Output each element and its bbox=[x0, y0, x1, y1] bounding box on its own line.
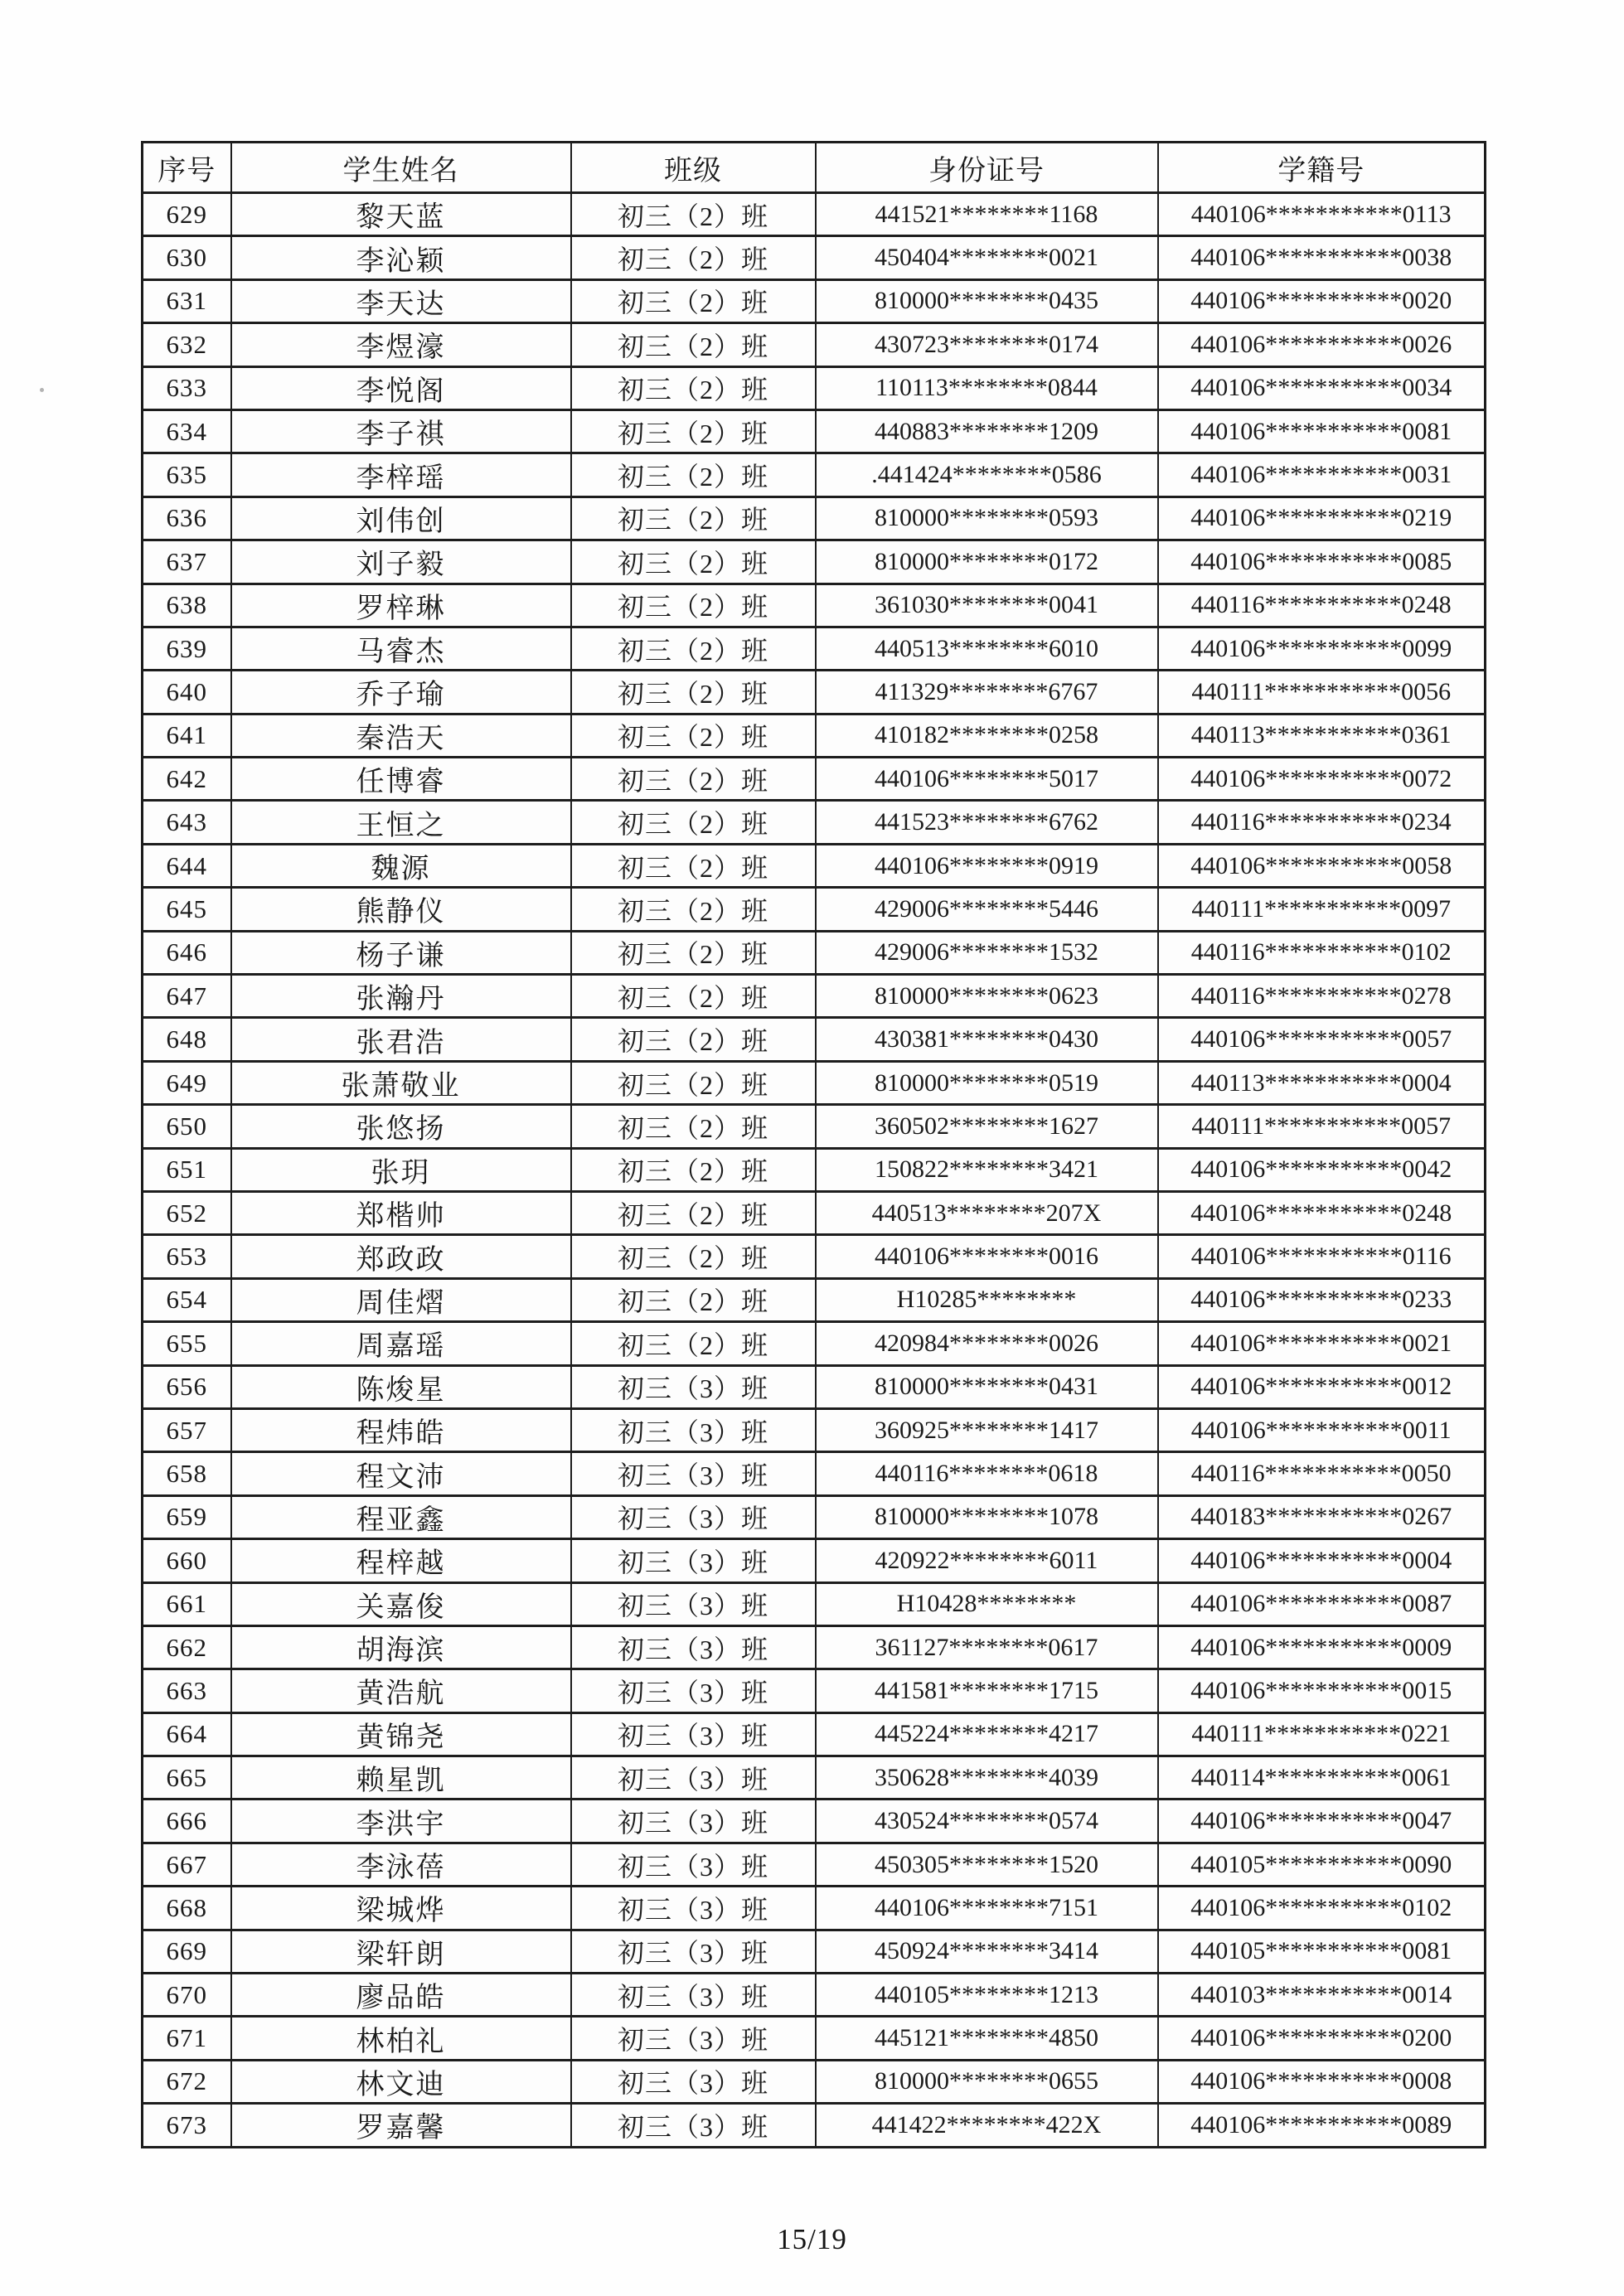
class-cell: 初三（2）班 bbox=[571, 279, 816, 322]
class-cell: 初三（3）班 bbox=[571, 1539, 816, 1582]
class-cell: 初三（2）班 bbox=[571, 1322, 816, 1365]
student-name-cell: 张萧敬业 bbox=[231, 1061, 571, 1104]
table-row bbox=[143, 1061, 1486, 1104]
table-row bbox=[143, 1148, 1486, 1191]
id-number-cell: 429006********5446 bbox=[816, 888, 1158, 931]
student-name-cell: 张瀚丹 bbox=[231, 975, 571, 1018]
id-number-cell: 450924********3414 bbox=[816, 1930, 1158, 1973]
student-id-cell: 440116***********0278 bbox=[1158, 975, 1486, 1018]
serial-cell: 642 bbox=[143, 758, 231, 801]
serial-cell: 665 bbox=[143, 1756, 231, 1800]
serial-cell: 666 bbox=[143, 1800, 231, 1843]
serial-cell: 636 bbox=[143, 496, 231, 540]
class-cell: 初三（2）班 bbox=[571, 671, 816, 714]
id-number-cell: 810000********0435 bbox=[816, 279, 1158, 322]
class-cell: 初三（3）班 bbox=[571, 1930, 816, 1973]
serial-cell: 634 bbox=[143, 409, 231, 453]
id-number-cell: 441523********6762 bbox=[816, 801, 1158, 844]
student-name-cell: 梁轩朗 bbox=[231, 1930, 571, 1973]
class-cell: 初三（2）班 bbox=[571, 540, 816, 584]
serial-cell: 630 bbox=[143, 236, 231, 279]
student-name-cell: 罗梓琳 bbox=[231, 584, 571, 627]
student-id-cell: 440106***********0085 bbox=[1158, 540, 1486, 584]
student-id-cell: 440106***********0047 bbox=[1158, 1800, 1486, 1843]
table-row bbox=[143, 2104, 1486, 2147]
table-row bbox=[143, 1105, 1486, 1148]
student-id-cell: 440105***********0090 bbox=[1158, 1843, 1486, 1886]
student-name-cell: 李煜濠 bbox=[231, 323, 571, 366]
student-name-cell: 李子祺 bbox=[231, 409, 571, 453]
class-cell: 初三（2）班 bbox=[571, 236, 816, 279]
id-number-cell: 810000********0431 bbox=[816, 1365, 1158, 1408]
table-row bbox=[143, 279, 1486, 322]
column-header-student-id: 学籍号 bbox=[1158, 143, 1486, 193]
student-id-cell: 440106***********0034 bbox=[1158, 366, 1486, 409]
id-number-cell: 810000********1078 bbox=[816, 1495, 1158, 1538]
id-number-cell: 360925********1417 bbox=[816, 1408, 1158, 1451]
page-number: 15/19 bbox=[777, 2223, 847, 2255]
student-name-cell: 刘子毅 bbox=[231, 540, 571, 584]
student-id-cell: 440111***********0057 bbox=[1158, 1105, 1486, 1148]
table-row bbox=[143, 1408, 1486, 1451]
serial-cell: 647 bbox=[143, 975, 231, 1018]
serial-cell: 655 bbox=[143, 1322, 231, 1365]
student-id-cell: 440106***********0089 bbox=[1158, 2104, 1486, 2147]
table-row bbox=[143, 1539, 1486, 1582]
table-row bbox=[143, 1887, 1486, 1930]
class-cell: 初三（3）班 bbox=[571, 1625, 816, 1669]
student-name-cell: 罗嘉馨 bbox=[231, 2104, 571, 2147]
student-name-cell: 魏源 bbox=[231, 844, 571, 887]
student-name-cell: 马睿杰 bbox=[231, 627, 571, 670]
serial-cell: 632 bbox=[143, 323, 231, 366]
student-id-cell: 440106***********0015 bbox=[1158, 1669, 1486, 1712]
table-row bbox=[143, 1625, 1486, 1669]
serial-cell: 639 bbox=[143, 627, 231, 670]
serial-cell: 631 bbox=[143, 279, 231, 322]
id-number-cell: 450305********1520 bbox=[816, 1843, 1158, 1886]
student-name-cell: 李天达 bbox=[231, 279, 571, 322]
student-id-cell: 440106***********0116 bbox=[1158, 1235, 1486, 1278]
student-name-cell: 李沁颖 bbox=[231, 236, 571, 279]
table-row bbox=[143, 1756, 1486, 1800]
student-name-cell: 乔子瑜 bbox=[231, 671, 571, 714]
id-number-cell: 110113********0844 bbox=[816, 366, 1158, 409]
class-cell: 初三（2）班 bbox=[571, 1235, 816, 1278]
class-cell: 初三（2）班 bbox=[571, 714, 816, 757]
serial-cell: 637 bbox=[143, 540, 231, 584]
serial-cell: 654 bbox=[143, 1278, 231, 1321]
student-name-cell: 李洪宇 bbox=[231, 1800, 571, 1843]
serial-cell: 673 bbox=[143, 2104, 231, 2147]
student-name-cell: 周嘉瑶 bbox=[231, 1322, 571, 1365]
student-id-cell: 440183***********0267 bbox=[1158, 1495, 1486, 1538]
class-cell: 初三（3）班 bbox=[571, 1756, 816, 1800]
serial-cell: 662 bbox=[143, 1625, 231, 1669]
table-body bbox=[143, 193, 1486, 2148]
class-cell: 初三（3）班 bbox=[571, 1365, 816, 1408]
student-id-cell: 440106***********0219 bbox=[1158, 496, 1486, 540]
id-number-cell: 361127********0617 bbox=[816, 1625, 1158, 1669]
class-cell: 初三（2）班 bbox=[571, 193, 816, 236]
student-name-cell: 黎天蓝 bbox=[231, 193, 571, 236]
student-id-cell: 440106***********0248 bbox=[1158, 1191, 1486, 1234]
student-id-cell: 440114***********0061 bbox=[1158, 1756, 1486, 1800]
id-number-cell: 810000********0593 bbox=[816, 496, 1158, 540]
student-name-cell: 王恒之 bbox=[231, 801, 571, 844]
student-name-cell: 张玥 bbox=[231, 1148, 571, 1191]
student-id-cell: 440111***********0056 bbox=[1158, 671, 1486, 714]
class-cell: 初三（2）班 bbox=[571, 888, 816, 931]
id-number-cell: 450404********0021 bbox=[816, 236, 1158, 279]
table-row bbox=[143, 323, 1486, 366]
table-row bbox=[143, 1452, 1486, 1495]
serial-cell: 641 bbox=[143, 714, 231, 757]
serial-cell: 635 bbox=[143, 453, 231, 496]
student-id-cell: 440106***********0031 bbox=[1158, 453, 1486, 496]
student-id-cell: 440103***********0014 bbox=[1158, 1974, 1486, 2017]
id-number-cell: 440106********7151 bbox=[816, 1887, 1158, 1930]
serial-cell: 652 bbox=[143, 1191, 231, 1234]
serial-cell: 653 bbox=[143, 1235, 231, 1278]
table-header bbox=[143, 143, 1486, 193]
class-cell: 初三（3）班 bbox=[571, 1408, 816, 1451]
table-row bbox=[143, 1278, 1486, 1321]
id-number-cell: 350628********4039 bbox=[816, 1756, 1158, 1800]
serial-cell: 643 bbox=[143, 801, 231, 844]
student-name-cell: 郑政政 bbox=[231, 1235, 571, 1278]
serial-cell: 669 bbox=[143, 1930, 231, 1973]
serial-cell: 645 bbox=[143, 888, 231, 931]
student-id-cell: 440113***********0004 bbox=[1158, 1061, 1486, 1104]
student-name-cell: 程文沛 bbox=[231, 1452, 571, 1495]
class-cell: 初三（3）班 bbox=[571, 1452, 816, 1495]
id-number-cell: 440116********0618 bbox=[816, 1452, 1158, 1495]
serial-cell: 664 bbox=[143, 1712, 231, 1756]
id-number-cell: 810000********0172 bbox=[816, 540, 1158, 584]
table-row bbox=[143, 540, 1486, 584]
serial-cell: 651 bbox=[143, 1148, 231, 1191]
class-cell: 初三（2）班 bbox=[571, 1191, 816, 1234]
table-row bbox=[143, 1191, 1486, 1234]
class-cell: 初三（2）班 bbox=[571, 627, 816, 670]
table-row bbox=[143, 584, 1486, 627]
serial-cell: 661 bbox=[143, 1582, 231, 1625]
student-name-cell: 秦浩天 bbox=[231, 714, 571, 757]
table-row bbox=[143, 366, 1486, 409]
serial-cell: 644 bbox=[143, 844, 231, 887]
student-id-cell: 440111***********0097 bbox=[1158, 888, 1486, 931]
student-id-cell: 440106***********0011 bbox=[1158, 1408, 1486, 1451]
table-row bbox=[143, 1930, 1486, 1973]
table-row bbox=[143, 931, 1486, 974]
serial-cell: 671 bbox=[143, 2017, 231, 2060]
id-number-cell: 441422********422X bbox=[816, 2104, 1158, 2147]
id-number-cell: 440513********6010 bbox=[816, 627, 1158, 670]
id-number-cell: .441424********0586 bbox=[816, 453, 1158, 496]
serial-cell: 646 bbox=[143, 931, 231, 974]
table-row bbox=[143, 1712, 1486, 1756]
student-name-cell: 程炜皓 bbox=[231, 1408, 571, 1451]
class-cell: 初三（2）班 bbox=[571, 584, 816, 627]
student-id-cell: 440113***********0361 bbox=[1158, 714, 1486, 757]
id-number-cell: 360502********1627 bbox=[816, 1105, 1158, 1148]
table-row bbox=[143, 1669, 1486, 1712]
student-id-cell: 440106***********0038 bbox=[1158, 236, 1486, 279]
student-id-cell: 440106***********0058 bbox=[1158, 844, 1486, 887]
class-cell: 初三（2）班 bbox=[571, 496, 816, 540]
column-header-student-name: 学生姓名 bbox=[231, 143, 571, 193]
table-row bbox=[143, 975, 1486, 1018]
id-number-cell: 440106********0016 bbox=[816, 1235, 1158, 1278]
student-id-cell: 440106***********0113 bbox=[1158, 193, 1486, 236]
serial-cell: 638 bbox=[143, 584, 231, 627]
id-number-cell: 361030********0041 bbox=[816, 584, 1158, 627]
id-number-cell: 410182********0258 bbox=[816, 714, 1158, 757]
table-row bbox=[143, 1365, 1486, 1408]
class-cell: 初三（2）班 bbox=[571, 758, 816, 801]
class-cell: 初三（2）班 bbox=[571, 1018, 816, 1061]
column-header-id-number: 身份证号 bbox=[816, 143, 1158, 193]
student-id-cell: 440106***********0004 bbox=[1158, 1539, 1486, 1582]
table-row bbox=[143, 1322, 1486, 1365]
student-name-cell: 胡海滨 bbox=[231, 1625, 571, 1669]
class-cell: 初三（3）班 bbox=[571, 1974, 816, 2017]
student-name-cell: 李梓瑶 bbox=[231, 453, 571, 496]
id-number-cell: 810000********0655 bbox=[816, 2060, 1158, 2103]
table-row bbox=[143, 2017, 1486, 2060]
column-header-serial: 序号 bbox=[143, 143, 231, 193]
student-name-cell: 梁城烨 bbox=[231, 1887, 571, 1930]
serial-cell: 659 bbox=[143, 1495, 231, 1538]
student-name-cell: 程梓越 bbox=[231, 1539, 571, 1582]
serial-cell: 670 bbox=[143, 1974, 231, 2017]
id-number-cell: 430381********0430 bbox=[816, 1018, 1158, 1061]
class-cell: 初三（3）班 bbox=[571, 1887, 816, 1930]
serial-cell: 648 bbox=[143, 1018, 231, 1061]
class-cell: 初三（3）班 bbox=[571, 1669, 816, 1712]
student-name-cell: 黄锦尧 bbox=[231, 1712, 571, 1756]
serial-cell: 656 bbox=[143, 1365, 231, 1408]
table-row bbox=[143, 844, 1486, 887]
class-cell: 初三（3）班 bbox=[571, 2060, 816, 2103]
student-id-cell: 440106***********0057 bbox=[1158, 1018, 1486, 1061]
table-row bbox=[143, 714, 1486, 757]
table-row bbox=[143, 758, 1486, 801]
student-id-cell: 440106***********0102 bbox=[1158, 1887, 1486, 1930]
class-cell: 初三（3）班 bbox=[571, 1800, 816, 1843]
class-cell: 初三（2）班 bbox=[571, 323, 816, 366]
student-name-cell: 赖星凯 bbox=[231, 1756, 571, 1800]
class-cell: 初三（2）班 bbox=[571, 844, 816, 887]
student-id-cell: 440106***********0200 bbox=[1158, 2017, 1486, 2060]
student-id-cell: 440106***********0233 bbox=[1158, 1278, 1486, 1321]
serial-cell: 649 bbox=[143, 1061, 231, 1104]
id-number-cell: 420984********0026 bbox=[816, 1322, 1158, 1365]
id-number-cell: H10428******** bbox=[816, 1582, 1158, 1625]
table-row bbox=[143, 1974, 1486, 2017]
class-cell: 初三（2）班 bbox=[571, 931, 816, 974]
student-id-cell: 440106***********0008 bbox=[1158, 2060, 1486, 2103]
scan-speckle bbox=[40, 388, 44, 392]
student-id-cell: 440116***********0050 bbox=[1158, 1452, 1486, 1495]
class-cell: 初三（2）班 bbox=[571, 366, 816, 409]
id-number-cell: 440883********1209 bbox=[816, 409, 1158, 453]
student-name-cell: 程亚鑫 bbox=[231, 1495, 571, 1538]
class-cell: 初三（3）班 bbox=[571, 2104, 816, 2147]
table-row bbox=[143, 627, 1486, 670]
id-number-cell: 440105********1213 bbox=[816, 1974, 1158, 2017]
student-id-cell: 440106***********0099 bbox=[1158, 627, 1486, 670]
student-name-cell: 张悠扬 bbox=[231, 1105, 571, 1148]
student-id-cell: 440106***********0020 bbox=[1158, 279, 1486, 322]
student-name-cell: 关嘉俊 bbox=[231, 1582, 571, 1625]
student-id-cell: 440116***********0248 bbox=[1158, 584, 1486, 627]
id-number-cell: 430524********0574 bbox=[816, 1800, 1158, 1843]
student-name-cell: 林柏礼 bbox=[231, 2017, 571, 2060]
serial-cell: 658 bbox=[143, 1452, 231, 1495]
student-name-cell: 任博睿 bbox=[231, 758, 571, 801]
table-row bbox=[143, 453, 1486, 496]
student-name-cell: 陈焌星 bbox=[231, 1365, 571, 1408]
id-number-cell: 440106********5017 bbox=[816, 758, 1158, 801]
id-number-cell: 810000********0623 bbox=[816, 975, 1158, 1018]
class-cell: 初三（2）班 bbox=[571, 1148, 816, 1191]
class-cell: 初三（2）班 bbox=[571, 453, 816, 496]
student-name-cell: 李泳蓓 bbox=[231, 1843, 571, 1886]
id-number-cell: 445224********4217 bbox=[816, 1712, 1158, 1756]
column-header-class: 班级 bbox=[571, 143, 816, 193]
class-cell: 初三（3）班 bbox=[571, 2017, 816, 2060]
student-name-cell: 郑楷帅 bbox=[231, 1191, 571, 1234]
id-number-cell: 430723********0174 bbox=[816, 323, 1158, 366]
table-row bbox=[143, 1235, 1486, 1278]
student-name-cell: 熊静仪 bbox=[231, 888, 571, 931]
serial-cell: 667 bbox=[143, 1843, 231, 1886]
class-cell: 初三（2）班 bbox=[571, 1105, 816, 1148]
student-name-cell: 李悦阁 bbox=[231, 366, 571, 409]
table-row bbox=[143, 1018, 1486, 1061]
serial-cell: 633 bbox=[143, 366, 231, 409]
table-row bbox=[143, 409, 1486, 453]
table-row bbox=[143, 236, 1486, 279]
id-number-cell: 445121********4850 bbox=[816, 2017, 1158, 2060]
table-row bbox=[143, 1495, 1486, 1538]
student-id-cell: 440106***********0042 bbox=[1158, 1148, 1486, 1191]
table-row bbox=[143, 496, 1486, 540]
table-row bbox=[143, 1582, 1486, 1625]
student-id-cell: 440106***********0012 bbox=[1158, 1365, 1486, 1408]
student-id-cell: 440106***********0026 bbox=[1158, 323, 1486, 366]
student-name-cell: 张君浩 bbox=[231, 1018, 571, 1061]
serial-cell: 657 bbox=[143, 1408, 231, 1451]
class-cell: 初三（2）班 bbox=[571, 1061, 816, 1104]
table-row bbox=[143, 671, 1486, 714]
class-cell: 初三（3）班 bbox=[571, 1582, 816, 1625]
student-name-cell: 廖品皓 bbox=[231, 1974, 571, 2017]
class-cell: 初三（2）班 bbox=[571, 975, 816, 1018]
student-id-cell: 440106***********0087 bbox=[1158, 1582, 1486, 1625]
student-id-cell: 440106***********0072 bbox=[1158, 758, 1486, 801]
id-number-cell: 441521********1168 bbox=[816, 193, 1158, 236]
serial-cell: 663 bbox=[143, 1669, 231, 1712]
table-row bbox=[143, 2060, 1486, 2103]
serial-cell: 668 bbox=[143, 1887, 231, 1930]
serial-cell: 650 bbox=[143, 1105, 231, 1148]
student-name-cell: 林文迪 bbox=[231, 2060, 571, 2103]
student-id-cell: 440116***********0102 bbox=[1158, 931, 1486, 974]
class-cell: 初三（3）班 bbox=[571, 1712, 816, 1756]
serial-cell: 672 bbox=[143, 2060, 231, 2103]
student-id-cell: 440106***********0081 bbox=[1158, 409, 1486, 453]
id-number-cell: 440513********207X bbox=[816, 1191, 1158, 1234]
student-name-cell: 刘伟创 bbox=[231, 496, 571, 540]
id-number-cell: 810000********0519 bbox=[816, 1061, 1158, 1104]
student-id-cell: 440106***********0009 bbox=[1158, 1625, 1486, 1669]
student-name-cell: 杨子谦 bbox=[231, 931, 571, 974]
id-number-cell: 150822********3421 bbox=[816, 1148, 1158, 1191]
id-number-cell: 441581********1715 bbox=[816, 1669, 1158, 1712]
id-number-cell: 429006********1532 bbox=[816, 931, 1158, 974]
table-row bbox=[143, 888, 1486, 931]
class-cell: 初三（2）班 bbox=[571, 409, 816, 453]
class-cell: 初三（2）班 bbox=[571, 801, 816, 844]
student-id-cell: 440111***********0221 bbox=[1158, 1712, 1486, 1756]
id-number-cell: H10285******** bbox=[816, 1278, 1158, 1321]
student-id-cell: 440106***********0021 bbox=[1158, 1322, 1486, 1365]
student-id-cell: 440116***********0234 bbox=[1158, 801, 1486, 844]
table-row bbox=[143, 1800, 1486, 1843]
student-roster-table bbox=[141, 141, 1486, 2148]
serial-cell: 640 bbox=[143, 671, 231, 714]
id-number-cell: 411329********6767 bbox=[816, 671, 1158, 714]
serial-cell: 629 bbox=[143, 193, 231, 236]
id-number-cell: 420922********6011 bbox=[816, 1539, 1158, 1582]
class-cell: 初三（3）班 bbox=[571, 1495, 816, 1538]
table-row bbox=[143, 193, 1486, 236]
class-cell: 初三（3）班 bbox=[571, 1843, 816, 1886]
table-row bbox=[143, 1843, 1486, 1886]
student-name-cell: 黄浩航 bbox=[231, 1669, 571, 1712]
student-id-cell: 440105***********0081 bbox=[1158, 1930, 1486, 1973]
header-row bbox=[143, 143, 1486, 193]
class-cell: 初三（2）班 bbox=[571, 1278, 816, 1321]
student-name-cell: 周佳熠 bbox=[231, 1278, 571, 1321]
id-number-cell: 440106********0919 bbox=[816, 844, 1158, 887]
serial-cell: 660 bbox=[143, 1539, 231, 1582]
table-row bbox=[143, 801, 1486, 844]
